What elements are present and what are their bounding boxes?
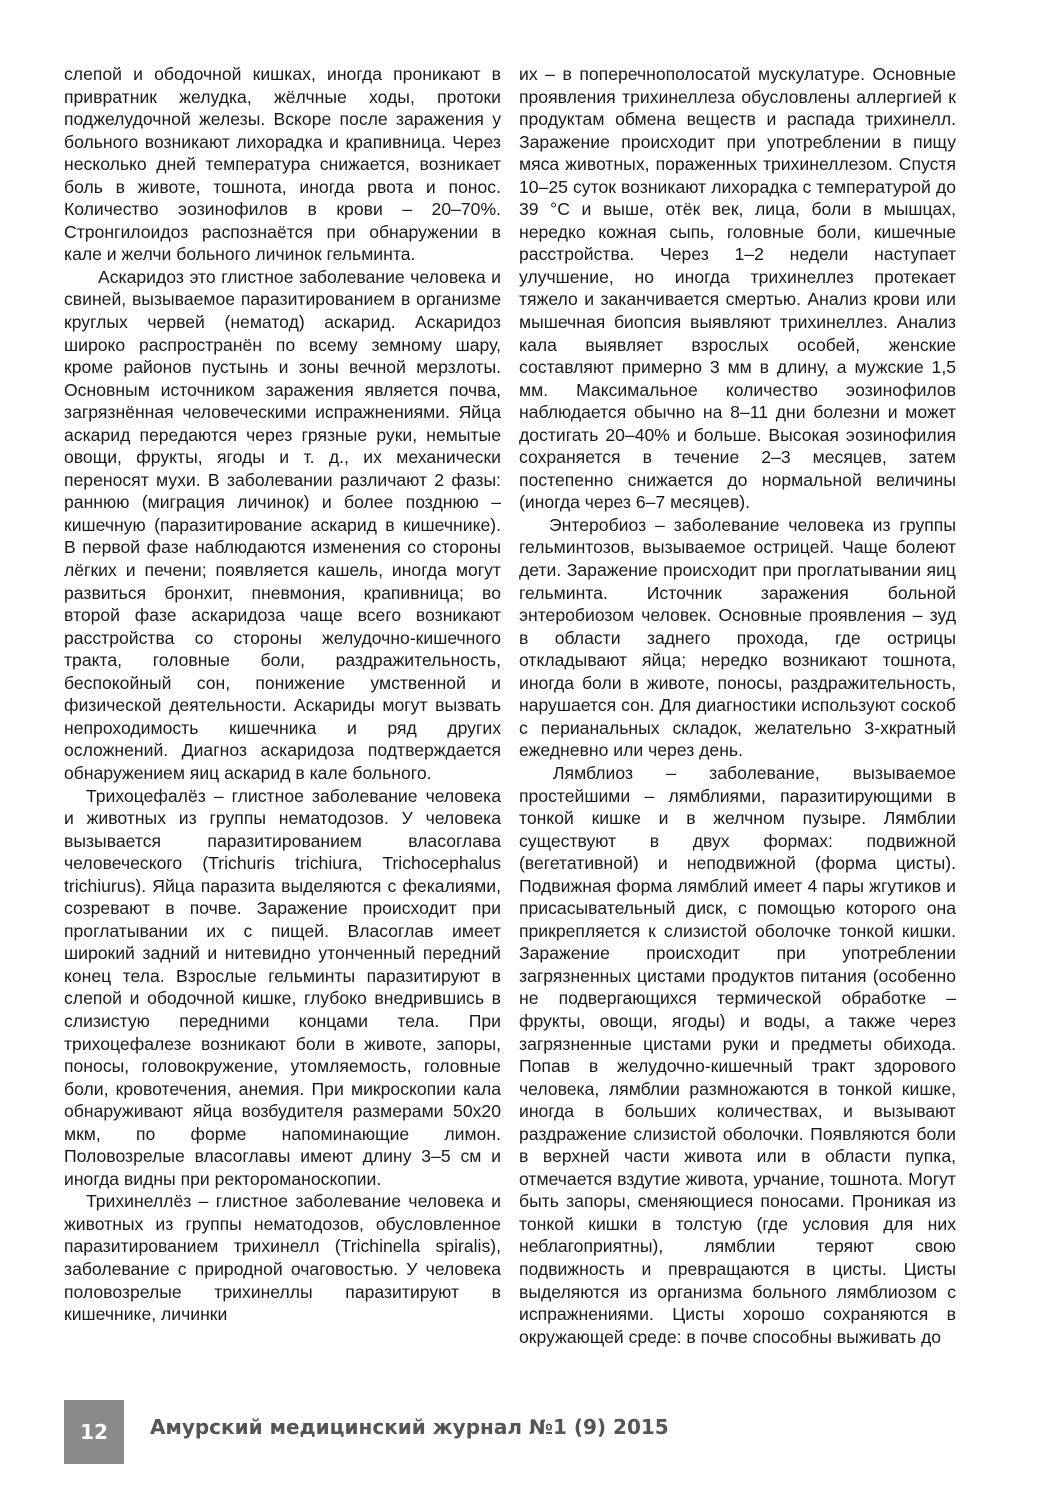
left-column bbox=[64, 63, 501, 1326]
journal-title: Амурский медицинский журнал №1 (9) 2015 bbox=[150, 1415, 669, 1439]
paragraph-giardiasis: Лямблиоз – заболевание, вызываемое простейшими – лямблиями, паразитирующими в тонкой кишке и в желчном пузыре. Лямблии существуют в двух формах: подвижной (вегетативной) и неподвижной (форма цисты). Подвижная форма лямблий имеет 4 пары жгутиков и присасывательный диск, с помощью которого она прикрепляется к слизистой оболочке тонкой кишки. Заражение происходит при употреблении загрязненных цистами продуктов питания (особенно не подвергающихся термической обработке – фрукты, овощи, ягоды) и воды, а также через загрязненные цистами руки и предметы обихода. Попав в желудочно-кишечный тракт здорового человека, лямблии размножаются в тонкой кишке, иногда в больших количествах, и вызывают раздражение слизистой оболочки. Появляются боли в верхней части живота или в области пупка, отмечается вздутие живота, урчание, тошнота. Могут быть запоры, сменяющиеся поносами. Проникая из тонкой кишки в толстую (где условия для них неблагоприятны), лямблии теряют свою подвижность и превращаются в цисты. Цисты выделяются из организма больного лямблиозом с испражнениями. Цисты хорошо сохраняются в окружающей среде: в почве способны выживать до bbox=[519, 762, 956, 1347]
paragraph-enterobiasis: Энтеробиоз – заболевание человека из группы гельминтозов, вызываемое острицей. Чаще болеют дети. Заражение происходит при проглатывании яиц гельминта. Источник заражения больной энтеробиозом человек. Основные проявления – зуд в области заднего прохода, где острицы откладывают яйца; нередко возникают тошнота, иногда боли в животе, поносы, раздражительность, нарушается сон. Для диагностики используют соскоб с перианальных складок, желательно 3-хкратный ежедневно или через день. bbox=[519, 514, 956, 761]
page-footer bbox=[0, 1388, 1060, 1486]
paragraph-trichinellosis-end: их – в поперечнополосатой мускулатуре. Основные проявления трихинеллеза обусловлены аллергией к продуктам обмена веществ и распада трихинелл. Заражение происходит при употреблении в пищу мяса животных, пораженных трихинеллезом. Спустя 10–25 суток возникают лихорадка с температурой до 39 °С и выше, отёк век, лица, боли в мышцах, нередко кожная сыпь, головные боли, кишечные расстройства. Через 1–2 недели наступает улучшение, но иногда трихинеллез протекает тяжело и заканчивается смертью. Анализ крови или мышечная биопсия выявляют трихинеллез. Анализ кала выявляет взрослых особей, женские составляют примерно 3 мм в длину, а мужские 1,5 мм. Максимальное количество эозинофилов наблюдается обычно на 8–11 дни болезни и может достигать 20–40% и больше. Высокая эозинофилия сохраняется в течение 2–3 месяцев, затем постепенно снижается до нормальной величины (иногда через 6–7 месяцев). bbox=[519, 64, 956, 513]
paragraph-trichuriasis: Трихоцефалёз – глистное заболевание человека и животных из группы нематодозов. У человека вызывается паразитированием власоглава человеческого (Trichuris trichiura, Trichocephalus trichiurus). Яйца паразита выделяются с фекалиями, созревают в почве. Заражение происходит при проглатывании их с пищей. Власоглав имеет широкий задний и нитевидно утонченный передний конец тела. Взрослые гельминты паразитируют в слепой и ободочной кишке, глубоко внедрившись в слизистую передними концами тела. При трихоцефалезе возникают боли в животе, запоры, поносы, головокружение, утомляемость, головные боли, кровотечения, анемия. При микроскопии кала обнаруживают яйца возбудителя размерами 50х20 мкм, по форме напоминающие лимон. Половозрелые власоглавы имеют длину 3–5 см и иногда видны при ректороманоскопии. bbox=[64, 785, 501, 1189]
paragraph-trichinellosis-start: Трихинеллёз – глистное заболевание человека и животных из группы нематодозов, обусловленное паразитированием трихинелл (Trichinella spiralis), заболевание с природной очаговостью. У человека половозрелые трихинеллы паразитируют в кишечнике, личинки bbox=[64, 1191, 501, 1325]
right-column bbox=[519, 63, 956, 1348]
page-number: 12 bbox=[80, 1420, 108, 1444]
paragraph-ascariasis: Аскаридоз это глистное заболевание человека и свиней, вызываемое паразитированием в организме круглых червей (нематод) аскарид. Аскаридоз широко распространён по всему земному шару, кроме районов пустынь и зоны вечной мерзлоты. Основным источником заражения является почва, загрязнённая человеческими испражнениями. Яйца аскарид передаются через грязные руки, немытые овощи, фрукты, ягоды и т. д., их механически переносят мухи. В заболевании различают 2 фазы: раннюю (миграция личинок) и более позднюю – кишечную (паразитирование аскарид в кишечнике). В первой фазе наблюдаются изменения со стороны лёгких и печени; появляется кашель, иногда могут развиться бронхит, пневмония, крапивница; во второй фазе аскаридоза чаще всего возникают расстройства со стороны желудочно-кишечного тракта, головные боли, раздражительность, беспокойный сон, понижение умственной и физической деятельности. Аскариды могут вызвать непроходимость кишечника и ряд других осложнений. Диагноз аскаридоза подтверждается обнаружением яиц аскарид в кале больного. bbox=[64, 266, 501, 783]
paragraph-strongyloidiasis-end: слепой и ободочной кишках, иногда проникают в привратник желудка, жёлчные ходы, протоки поджелудочной железы. Вскоре после заражения у больного возникают лихорадка и крапивница. Через несколько дней температура снижается, возникает боль в животе, тошнота, иногда рвота и понос. Количество эозинофилов в крови – 20–70%. Стронгилоидоз распознаётся при обнаружении в кале и желчи больного личинок гельминта. bbox=[64, 64, 501, 265]
